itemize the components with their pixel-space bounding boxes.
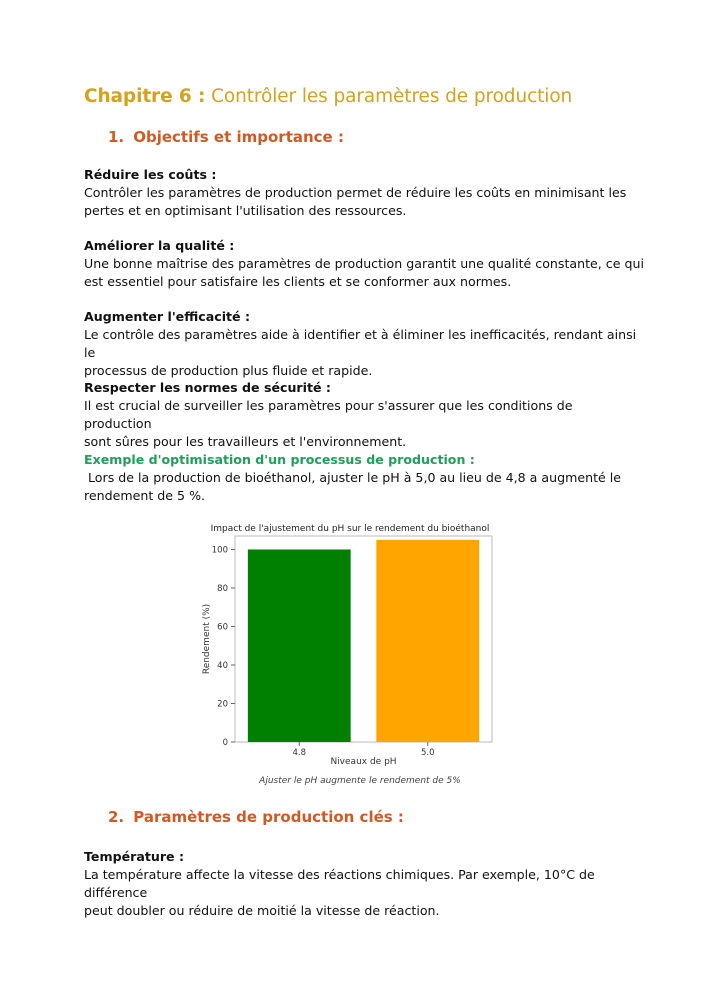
paragraph-line: est essentiel pour satisfaire les clients et se conformer aux normes. — [84, 274, 512, 289]
x-tick-label: 4.8 — [292, 748, 307, 758]
chapter-title: Contrôler les paramètres de production — [211, 86, 573, 107]
paragraph-increase-efficiency — [84, 308, 644, 380]
paragraph-title: Améliorer la qualité : — [84, 238, 235, 253]
paragraph-reduce-costs — [84, 166, 644, 220]
paragraph-title: Température : — [84, 849, 185, 864]
ph-yield-chart — [190, 517, 510, 792]
chapter-number: Chapitre 6 : — [84, 86, 206, 107]
y-tick-label: 80 — [217, 583, 228, 594]
chart-title: Impact de l'ajustement du pH sur le rendement du bioéthanol — [210, 524, 490, 534]
chapter-heading — [84, 86, 572, 107]
bar — [376, 540, 479, 742]
y-tick-label: 20 — [217, 699, 228, 710]
bar-chart-svg — [190, 517, 510, 773]
paragraph-line: pertes et en optimisant l'utilisation des ressources. — [84, 203, 407, 218]
x-axis-label: Niveaux de pH — [330, 757, 397, 767]
section-title: Paramètres de production clés : — [133, 808, 404, 826]
paragraph-line: Une bonne maîtrise des paramètres de production garantit une qualité constante, ce qui — [84, 256, 644, 271]
paragraph-improve-quality — [84, 237, 644, 291]
chart-caption: Ajuster le pH augmente le rendement de 5% — [259, 776, 461, 786]
section-heading-2 — [108, 808, 404, 826]
y-tick-label: 40 — [217, 660, 228, 671]
paragraph-title: Exemple d'optimisation d'un processus de production : — [84, 452, 475, 467]
paragraph-line: Lors de la production de bioéthanol, ajuster le pH à 5,0 au lieu de 4,8 a augmenté le — [84, 470, 622, 485]
paragraph-line: peut doubler ou réduire de moitié la vitesse de réaction. — [84, 903, 440, 918]
paragraph-line: Il est crucial de surveiller les paramètres pour s'assurer que les conditions de production — [84, 398, 577, 431]
bar — [248, 549, 351, 742]
section-number: 2. — [108, 808, 125, 826]
y-tick-label: 0 — [222, 738, 228, 748]
paragraph-title: Augmenter l'efficacité : — [84, 309, 251, 324]
paragraph-safety-standards — [84, 379, 644, 451]
paragraph-title: Réduire les coûts : — [84, 167, 217, 182]
paragraph-line: processus de production plus fluide et rapide. — [84, 363, 373, 378]
paragraph-temperature — [84, 848, 644, 920]
y-axis-label: Rendement (%) — [202, 603, 212, 675]
section-title: Objectifs et importance : — [133, 128, 344, 146]
y-tick-label: 60 — [217, 622, 228, 633]
paragraph-title: Respecter les normes de sécurité : — [84, 380, 331, 395]
y-tick-label: 100 — [211, 545, 228, 556]
paragraph-optimization-example — [84, 451, 644, 505]
paragraph-line: sont sûres pour les travailleurs et l'environnement. — [84, 434, 407, 449]
paragraph-line: Le contrôle des paramètres aide à identifier et à éliminer les inefficacités, rendant ainsi le — [84, 327, 641, 360]
paragraph-line: Contrôler les paramètres de production permet de réduire les coûts en minimisant les — [84, 185, 627, 200]
paragraph-line: rendement de 5 %. — [84, 488, 206, 503]
section-number: 1. — [108, 128, 125, 146]
section-heading-1 — [108, 128, 344, 146]
x-tick-label: 5.0 — [420, 748, 435, 758]
paragraph-line: La température affecte la vitesse des réactions chimiques. Par exemple, 10°C de différence — [84, 867, 599, 900]
